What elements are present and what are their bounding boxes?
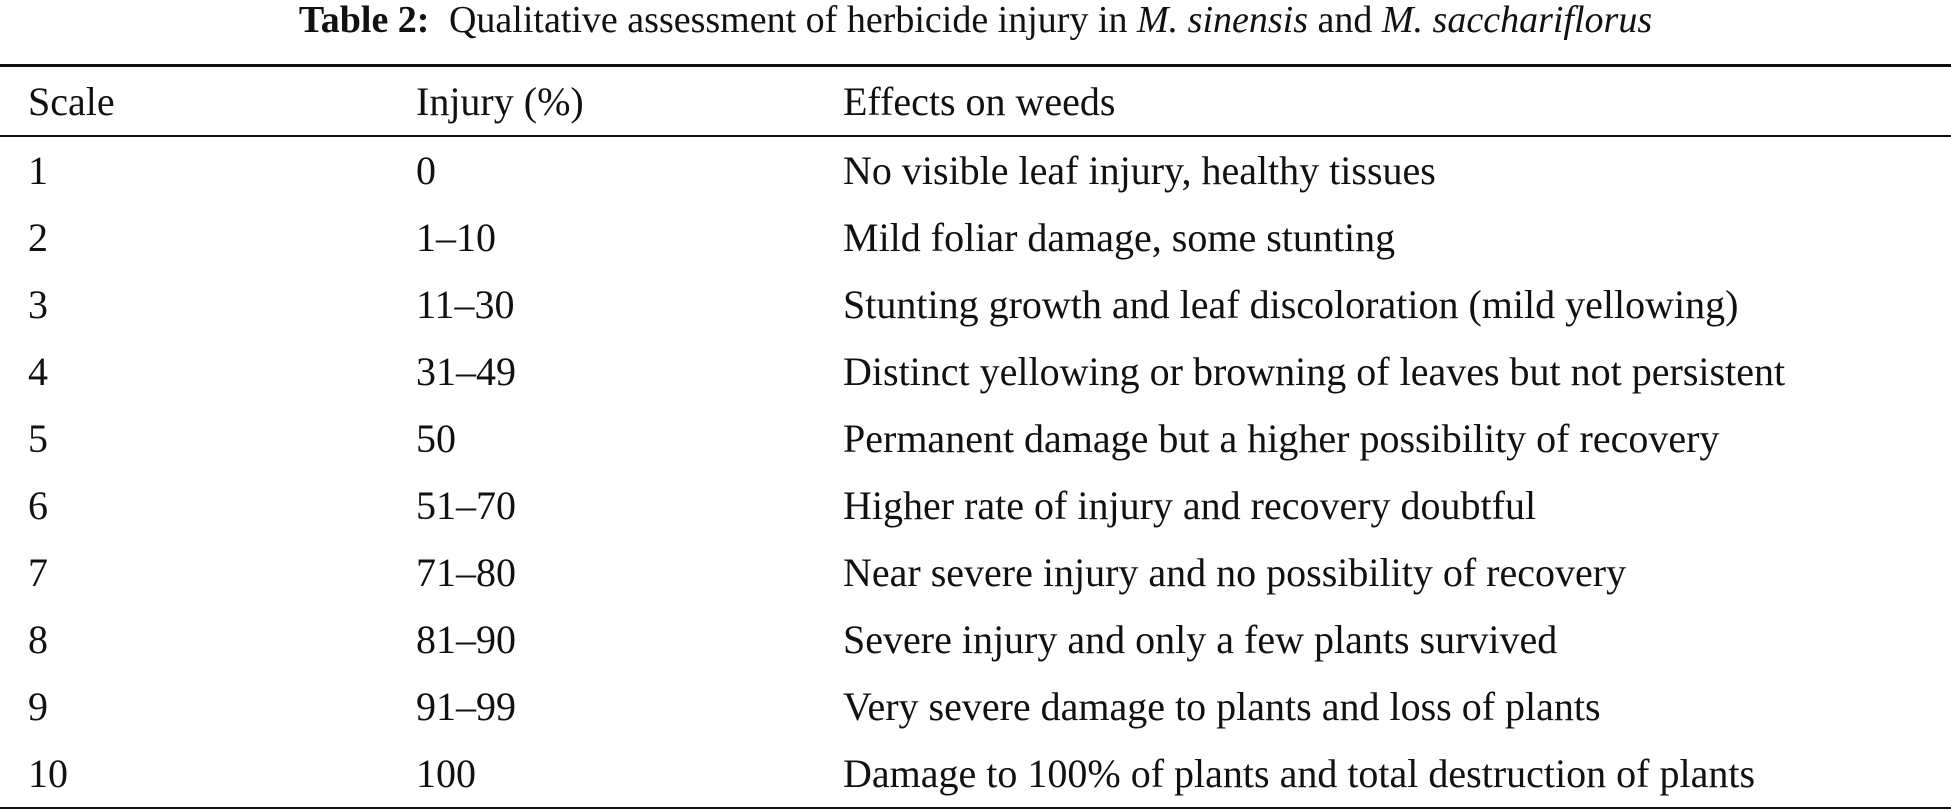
cell-effect: Stunting growth and leaf discoloration (mild yellowing): [843, 282, 1739, 327]
species-name-2: M. sacchariflorus: [1381, 0, 1653, 41]
cell-scale: 3: [28, 282, 48, 327]
cell-scale: 2: [28, 215, 48, 260]
cell-scale: 8: [28, 617, 48, 662]
cell-effect: Permanent damage but a higher possibility of recovery: [843, 416, 1720, 461]
cell-effect: Distinct yellowing or browning of leaves but not persistent: [843, 349, 1786, 394]
table-row: [0, 740, 1951, 808]
header-scale: Scale: [28, 78, 115, 124]
cell-scale: 4: [28, 349, 48, 394]
cell-scale: 9: [28, 684, 48, 729]
table-row: [0, 539, 1951, 606]
cell-effect: Very severe damage to plants and loss of plants: [843, 684, 1601, 729]
table-row: [0, 405, 1951, 472]
table-caption: [0, 0, 1951, 50]
cell-scale: 10: [28, 751, 68, 796]
cell-injury: 51–70: [416, 483, 516, 528]
table-row: [0, 136, 1951, 204]
caption-text: Qualitative assessment of herbicide injury in: [448, 0, 1128, 41]
cell-injury: 0: [416, 148, 436, 193]
cell-effect: Higher rate of injury and recovery doubtful: [843, 483, 1537, 528]
cell-effect: Near severe injury and no possibility of recovery: [843, 550, 1627, 595]
species-name-1: M. sinensis: [1137, 0, 1309, 41]
cell-effect: Mild foliar damage, some stunting: [843, 215, 1396, 260]
caption-conjunction: and: [1317, 0, 1373, 41]
injury-table: [0, 64, 1951, 809]
cell-injury: 91–99: [416, 684, 516, 729]
cell-effect: Damage to 100% of plants and total destruction of plants: [843, 751, 1756, 796]
cell-scale: 6: [28, 483, 48, 528]
cell-injury: 31–49: [416, 349, 516, 394]
table-row: [0, 204, 1951, 271]
cell-injury: 100: [416, 751, 476, 796]
table-row: [0, 673, 1951, 740]
cell-injury: 71–80: [416, 550, 516, 595]
injury-table-container: [0, 64, 1951, 809]
cell-effect: Severe injury and only a few plants survived: [843, 617, 1558, 662]
header-effects: Effects on weeds: [843, 78, 1116, 124]
table-row: [0, 606, 1951, 673]
table-header-row: [0, 66, 1951, 137]
table-label: Table 2:: [298, 0, 430, 41]
cell-scale: 1: [28, 148, 48, 193]
cell-injury: 81–90: [416, 617, 516, 662]
cell-injury: 11–30: [416, 282, 515, 327]
cell-scale: 7: [28, 550, 48, 595]
cell-injury: 1–10: [416, 215, 496, 260]
cell-scale: 5: [28, 416, 48, 461]
cell-effect: No visible leaf injury, healthy tissues: [843, 148, 1436, 193]
cell-injury: 50: [416, 416, 456, 461]
header-injury: Injury (%): [416, 78, 584, 124]
table-row: [0, 472, 1951, 539]
table-row: [0, 271, 1951, 338]
table-row: [0, 338, 1951, 405]
